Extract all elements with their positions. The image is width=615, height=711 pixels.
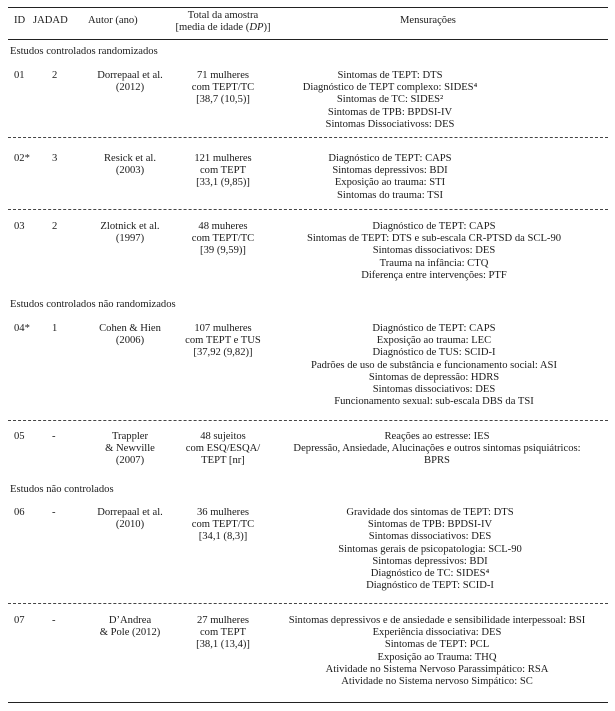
- row-divider: [8, 420, 608, 421]
- row-total: 36 mulheres com TEPT/TC [34,1 (8,3)]: [191, 507, 255, 543]
- row-autor: Resick et al. (2003): [103, 153, 157, 177]
- row-total: 48 muheres com TEPT/TC [39 (9,59)]: [191, 221, 255, 257]
- section-non-controlled: Estudos não controlados: [10, 484, 114, 495]
- row-total: 107 mulheres com TEPT e TUS [37,92 (9,82)]: [185, 323, 261, 359]
- row-autor: Cohen & Hien (2006): [99, 323, 161, 347]
- section-non-randomized: Estudos controlados não randomizados: [10, 299, 176, 310]
- header-mensuracoes: Mensurações: [400, 15, 456, 26]
- row-mensuracoes: Diagnóstico de TEPT: CAPS Exposição ao trauma: LEC Diagnóstico de TUS: SCID-I Padrões de uso de substância e funcionamento social: ASI Sintomas de depressão: HDRS Sintomas dissociativos: DES Funcionamento sexual: sub-escala DBS da TSI: [311, 323, 557, 408]
- row-mensuracoes: Diagnóstico de TEPT: CAPS Sintomas depressivos: BDI Exposição ao trauma: STI Sintomas do trauma: TSI: [328, 153, 452, 201]
- row-divider: [8, 603, 608, 604]
- header-total-line2: [media de idade (DP)]: [175, 22, 271, 33]
- header-total-line1: Total da amostra: [187, 10, 259, 21]
- row-id: 02*: [14, 153, 30, 164]
- row-id: 06: [14, 507, 25, 518]
- row-total: 48 sujeitos com ESQ/ESQA/ TEPT [nr]: [185, 431, 261, 467]
- row-mensuracoes: Sintomas de TEPT: DTS Diagnóstico de TEPT complexo: SIDES⁴ Sintomas de TC: SIDES² Sintomas de TPB: BPDSI-IV Sintomas Dissociativoss: DES: [302, 70, 478, 130]
- row-id: 05: [14, 431, 25, 442]
- row-id: 03: [14, 221, 25, 232]
- header-id: ID: [14, 15, 26, 26]
- header-total: [168, 10, 278, 34]
- table-bottom-rule: [8, 702, 608, 703]
- row-divider: [8, 137, 608, 138]
- row-total: 27 mulheres com TEPT [38,1 (13,4)]: [196, 615, 250, 651]
- row-jadad: -: [52, 507, 56, 518]
- row-jadad: 2: [52, 221, 58, 232]
- row-total: 121 mulheres com TEPT [33,1 (9,85)]: [194, 153, 252, 189]
- row-mensuracoes: Sintomas depressivos e de ansiedade e sensibilidade interpessoal: BSI Experiência dissociativa: DES Sintomas de TEPT: PCL Exposição ao Trauma: THQ Atividade no Sistema Nervoso Parassimpático: RSA Atividade no Sistema nervoso Simpático: SC: [288, 615, 586, 688]
- row-id: 07: [14, 615, 25, 626]
- row-jadad: -: [52, 431, 56, 442]
- row-autor: D’Andrea & Pole (2012): [99, 615, 161, 639]
- row-mensuracoes: Gravidade dos sintomas de TEPT: DTS Sintomas de TPB: BPDSI-IV Sintomas dissociativos: DES Sintomas gerais de psicopatologia: SCL-90 Sintomas depressivos: BDI Diagnóstico de TC: SIDES⁴ Diagnóstico de TEPT: SCID-I: [338, 507, 522, 592]
- row-mensuracoes: Diagnóstico de TEPT: CAPS Sintomas de TEPT: DTS e sub-escala CR-PTSD da SCL-90 Sintomas dissociativos: DES Trauma na infância: CTQ Diferença entre intervenções: PTF: [306, 221, 562, 281]
- header-autor: Autor (ano): [88, 15, 138, 26]
- row-jadad: 3: [52, 153, 58, 164]
- row-id: 01: [14, 70, 25, 81]
- row-autor: Dorrepaal et al. (2010): [97, 507, 163, 531]
- row-jadad: 2: [52, 70, 58, 81]
- row-divider: [8, 209, 608, 210]
- header-jadad: JADAD: [33, 15, 68, 26]
- row-jadad: -: [52, 615, 56, 626]
- row-mensuracoes: Reações ao estresse: IES Depressão, Ansiedade, Alucinações e outros sintomas psiquiátricos: BPRS: [293, 431, 581, 467]
- row-id: 04*: [14, 323, 30, 334]
- row-total: 71 mulheres com TEPT/TC [38,7 (10,5)]: [191, 70, 255, 106]
- header-rule: [8, 39, 608, 40]
- section-randomized: Estudos controlados randomizados: [10, 46, 158, 57]
- row-autor: Dorrepaal et al. (2012): [97, 70, 163, 94]
- table-top-rule: [8, 7, 608, 8]
- row-autor: Zlotnick et al. (1997): [100, 221, 160, 245]
- row-jadad: 1: [52, 323, 58, 334]
- row-autor: Trappler & Newville (2007): [105, 431, 155, 467]
